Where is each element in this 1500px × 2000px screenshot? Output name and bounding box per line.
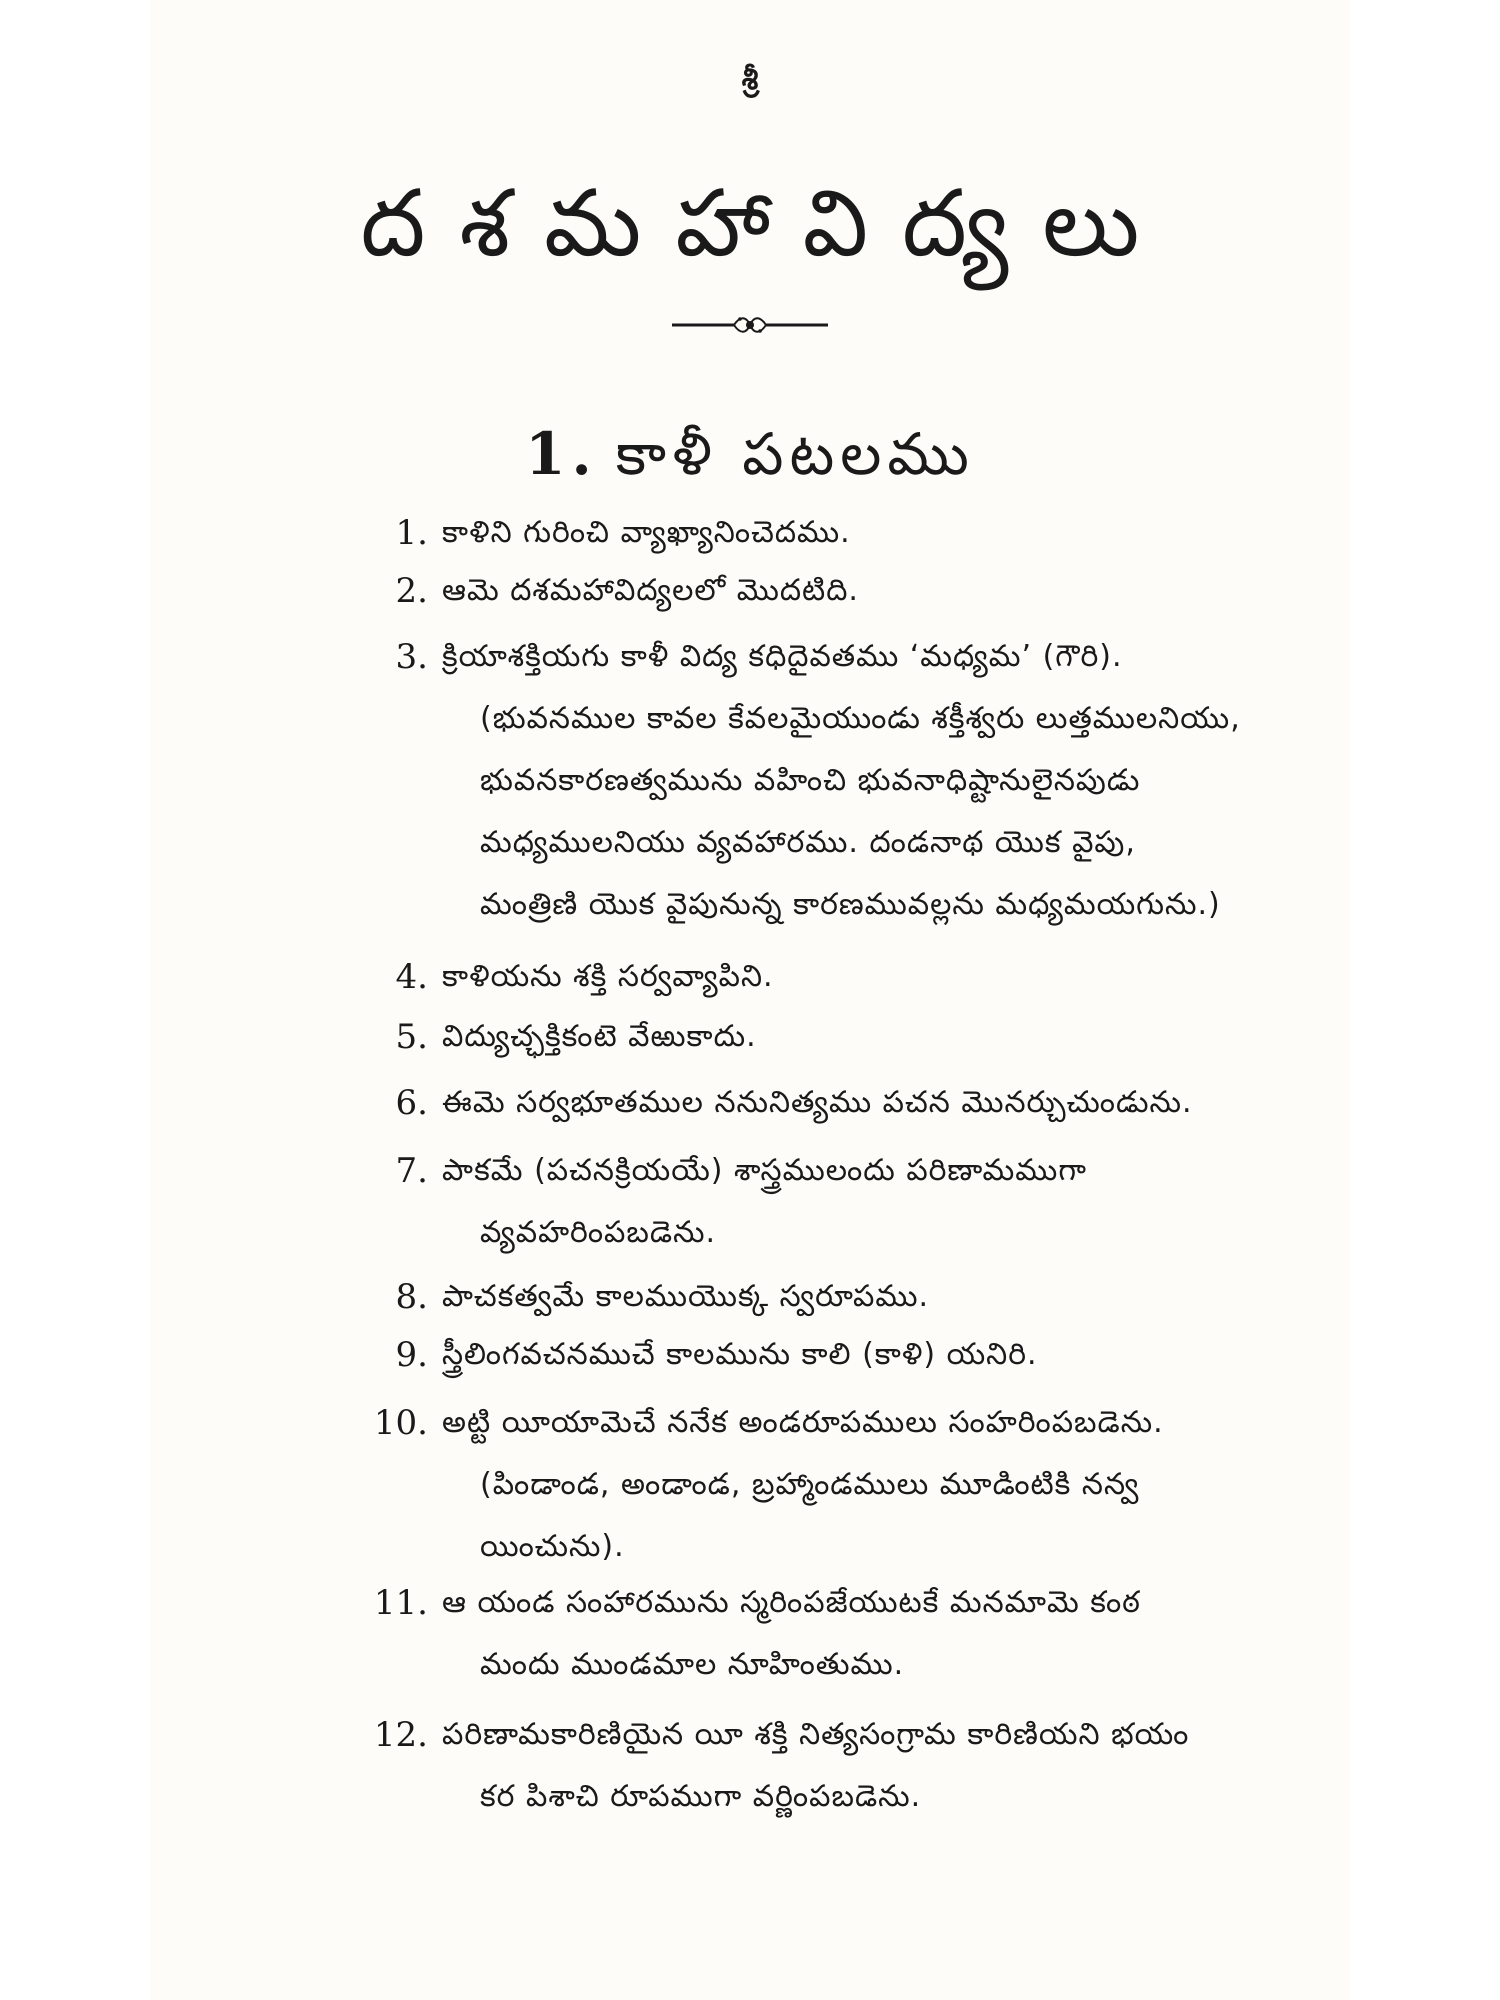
verse-number: 7.: [395, 1151, 428, 1191]
verse-line: పాచకత్వమే కాలముయొక్క స్వరూపము.: [442, 1279, 929, 1314]
verse-line: క్రియాశక్తియగు కాళీ విద్య కధిదైవతము ‘మధ్యమ’ (గౌరి).: [442, 639, 1123, 674]
verse-line: విద్యుచ్ఛక్తికంటె వేఱుకాదు.: [442, 1019, 757, 1054]
verse-line: (భువనముల కావల కేవలమైయుండు శక్తీశ్వరు లుత్తములనియు,: [480, 701, 1241, 736]
verse-line: మధ్యములనియు వ్యవహారము. దండనాథ యొక వైపు,: [480, 825, 1136, 860]
chapter-number: 1.: [525, 420, 598, 488]
verse-line: స్త్రీలింగవచనముచే కాలమును కాలి (కాళి) యనిరి.: [442, 1337, 1038, 1372]
verse-line: ఆ యండ సంహారమును స్మరింపజేయుటకే మనమామె కంఠ: [442, 1585, 1141, 1620]
verse-line: (పిండాండ, అండాండ, బ్రహ్మాండములు మూడింటికి నన్వ: [480, 1467, 1140, 1502]
verse-line: ఆమె దశమహావిద్యలలో మొదటిది.: [442, 573, 859, 608]
verse-line: మంత్రిణి యొక వైపునున్న కారణమువల్లను మధ్యమయగును.): [480, 887, 1221, 922]
verse-line: యించును).: [480, 1529, 625, 1564]
invocation-mark: శ్రీ: [741, 62, 759, 97]
verse-number: 12.: [373, 1715, 428, 1755]
book-page: [150, 0, 1350, 2000]
verse-number: 5.: [395, 1017, 428, 1057]
verse-number: 4.: [395, 957, 428, 997]
verse-line: కర పిశాచి రూపముగా వర్ణింపబడెను.: [480, 1779, 922, 1814]
verse-number: 11.: [373, 1583, 428, 1623]
verse-number: 3.: [395, 637, 428, 677]
verse-line: మందు ముండమాల నూహింతుము.: [480, 1647, 905, 1682]
scroll-divider-icon: [670, 312, 830, 338]
page-title: దశమహావిద్యలు: [360, 170, 1174, 277]
verse-number: 10.: [373, 1403, 428, 1443]
verse-number: 1.: [395, 513, 428, 553]
verse-number: 9.: [395, 1335, 428, 1375]
chapter-heading: [150, 420, 1350, 503]
verse-line: ఈమె సర్వభూతముల ననునిత్యము పచన మొనర్చుచుండును.: [442, 1085, 1193, 1120]
verse-line: కాళిని గురించి వ్యాఖ్యానించెదము.: [442, 515, 851, 550]
verse-number: 8.: [395, 1277, 428, 1317]
verse-number: 2.: [395, 571, 428, 611]
verse-number: 6.: [395, 1083, 428, 1123]
verse-line: వ్యవహరింపబడెను.: [480, 1215, 717, 1250]
verse-line: పాకమే (పచనక్రియయే) శాస్త్రములందు పరిణామముగా: [442, 1153, 1087, 1188]
verse-line: భువనకారణత్వమును వహించి భువనాధిష్టానులైనపుడు: [480, 763, 1141, 798]
verse-line: కాళియను శక్తి సర్వవ్యాపిని.: [442, 959, 774, 994]
verse-line: అట్టి యీయామెచే ననేక అండరూపములు సంహరింపబడెను.: [442, 1405, 1164, 1440]
verse-line: పరిణామకారిణియైన యీ శక్తి నిత్యసంగ్రామ కారిణియని భయం: [442, 1717, 1190, 1752]
chapter-name: కాళీ పటలము: [615, 420, 975, 488]
